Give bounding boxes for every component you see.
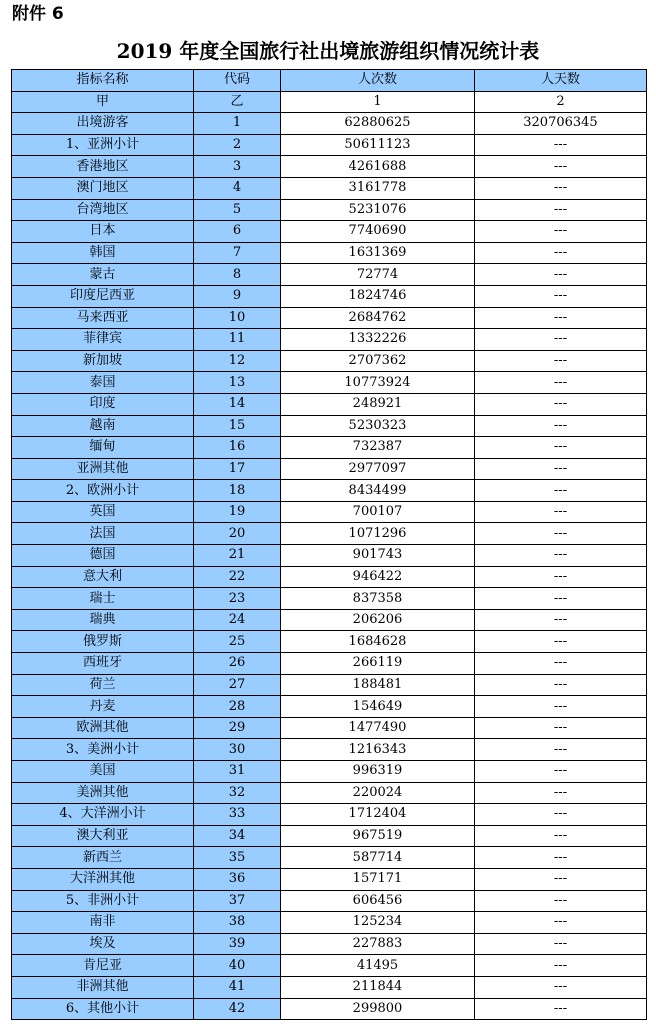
code-cell: 13: [194, 372, 281, 394]
person-days-cell: ---: [475, 156, 647, 178]
table-row: [12, 674, 647, 696]
table-row: [12, 847, 647, 869]
table-row: [12, 285, 647, 307]
table-row: [12, 307, 647, 329]
code-cell: 38: [194, 912, 281, 934]
person-times-cell: 72774: [281, 264, 475, 286]
indicator-name-cell: 欧洲其他: [12, 717, 194, 739]
person-times-cell: 901743: [281, 545, 475, 567]
indicator-name-cell: 法国: [12, 523, 194, 545]
person-days-cell: ---: [475, 912, 647, 934]
person-days-cell: ---: [475, 458, 647, 480]
indicator-name-cell: 菲律宾: [12, 329, 194, 351]
subheader-1: 1: [281, 91, 475, 113]
table-row: [12, 998, 647, 1020]
code-cell: 6: [194, 221, 281, 243]
code-cell: 30: [194, 739, 281, 761]
person-times-cell: 1216343: [281, 739, 475, 761]
header-row: [12, 70, 647, 92]
table-row: [12, 825, 647, 847]
header-code: 代码: [194, 70, 281, 92]
person-days-cell: ---: [475, 674, 647, 696]
table-row: [12, 437, 647, 459]
indicator-name-cell: 台湾地区: [12, 199, 194, 221]
indicator-name-cell: 大洋洲其他: [12, 868, 194, 890]
table-row: [12, 890, 647, 912]
person-times-cell: 227883: [281, 933, 475, 955]
indicator-name-cell: 3、美洲小计: [12, 739, 194, 761]
person-days-cell: ---: [475, 501, 647, 523]
person-days-cell: ---: [475, 955, 647, 977]
person-days-cell: ---: [475, 285, 647, 307]
person-days-cell: ---: [475, 437, 647, 459]
indicator-name-cell: 缅甸: [12, 437, 194, 459]
person-days-cell: ---: [475, 264, 647, 286]
person-days-cell: ---: [475, 825, 647, 847]
header-person-times: 人次数: [281, 70, 475, 92]
table-row: [12, 912, 647, 934]
indicator-name-cell: 澳门地区: [12, 177, 194, 199]
person-days-cell: ---: [475, 566, 647, 588]
indicator-name-cell: 俄罗斯: [12, 631, 194, 653]
person-times-cell: 1477490: [281, 717, 475, 739]
person-days-cell: ---: [475, 480, 647, 502]
indicator-name-cell: 蒙古: [12, 264, 194, 286]
code-cell: 19: [194, 501, 281, 523]
person-times-cell: 1684628: [281, 631, 475, 653]
code-cell: 32: [194, 782, 281, 804]
person-days-cell: ---: [475, 804, 647, 826]
table-row: [12, 523, 647, 545]
person-times-cell: 700107: [281, 501, 475, 523]
person-times-cell: 188481: [281, 674, 475, 696]
code-cell: 16: [194, 437, 281, 459]
person-days-cell: ---: [475, 847, 647, 869]
person-times-cell: 157171: [281, 868, 475, 890]
person-days-cell: ---: [475, 739, 647, 761]
code-cell: 8: [194, 264, 281, 286]
person-days-cell: ---: [475, 868, 647, 890]
person-days-cell: ---: [475, 350, 647, 372]
indicator-name-cell: 英国: [12, 501, 194, 523]
person-days-cell: ---: [475, 242, 647, 264]
code-cell: 14: [194, 393, 281, 415]
table-row: [12, 393, 647, 415]
subheader-jia: 甲: [12, 91, 194, 113]
subheader-2: 2: [475, 91, 647, 113]
indicator-name-cell: 印度尼西亚: [12, 285, 194, 307]
indicator-name-cell: 新西兰: [12, 847, 194, 869]
subheader-row: [12, 91, 647, 113]
code-cell: 2: [194, 134, 281, 156]
person-times-cell: 4261688: [281, 156, 475, 178]
table-row: [12, 199, 647, 221]
person-times-cell: 1712404: [281, 804, 475, 826]
code-cell: 36: [194, 868, 281, 890]
person-times-cell: 996319: [281, 761, 475, 783]
person-days-cell: ---: [475, 134, 647, 156]
code-cell: 34: [194, 825, 281, 847]
person-times-cell: 732387: [281, 437, 475, 459]
code-cell: 1: [194, 113, 281, 135]
indicator-name-cell: 西班牙: [12, 653, 194, 675]
code-cell: 29: [194, 717, 281, 739]
indicator-name-cell: 日本: [12, 221, 194, 243]
indicator-name-cell: 香港地区: [12, 156, 194, 178]
indicator-name-cell: 出境游客: [12, 113, 194, 135]
code-cell: 17: [194, 458, 281, 480]
person-times-cell: 1332226: [281, 329, 475, 351]
person-times-cell: 41495: [281, 955, 475, 977]
header-person-days: 人天数: [475, 70, 647, 92]
attachment-label: 附件 6: [12, 4, 64, 24]
person-days-cell: ---: [475, 588, 647, 610]
table-row: [12, 134, 647, 156]
code-cell: 11: [194, 329, 281, 351]
person-days-cell: ---: [475, 631, 647, 653]
code-cell: 28: [194, 696, 281, 718]
code-cell: 3: [194, 156, 281, 178]
code-cell: 22: [194, 566, 281, 588]
person-days-cell: ---: [475, 307, 647, 329]
indicator-name-cell: 韩国: [12, 242, 194, 264]
person-times-cell: 967519: [281, 825, 475, 847]
statistics-table: [11, 69, 647, 1020]
table-title: 2019 年度全国旅行社出境旅游组织情况统计表: [116, 39, 540, 63]
code-cell: 18: [194, 480, 281, 502]
person-times-cell: 2684762: [281, 307, 475, 329]
code-cell: 12: [194, 350, 281, 372]
code-cell: 35: [194, 847, 281, 869]
table-row: [12, 264, 647, 286]
person-days-cell: ---: [475, 523, 647, 545]
person-times-cell: 5230323: [281, 415, 475, 437]
person-times-cell: 266119: [281, 653, 475, 675]
table-row: [12, 480, 647, 502]
table-row: [12, 221, 647, 243]
indicator-name-cell: 德国: [12, 545, 194, 567]
code-cell: 7: [194, 242, 281, 264]
person-days-cell: ---: [475, 998, 647, 1020]
table-row: [12, 242, 647, 264]
table-row: [12, 696, 647, 718]
indicator-name-cell: 荷兰: [12, 674, 194, 696]
person-days-cell: ---: [475, 393, 647, 415]
table-row: [12, 501, 647, 523]
code-cell: 33: [194, 804, 281, 826]
person-times-cell: 299800: [281, 998, 475, 1020]
code-cell: 21: [194, 545, 281, 567]
table-row: [12, 458, 647, 480]
table-row: [12, 804, 647, 826]
person-days-cell: ---: [475, 177, 647, 199]
code-cell: 5: [194, 199, 281, 221]
indicator-name-cell: 4、大洋洲小计: [12, 804, 194, 826]
code-cell: 40: [194, 955, 281, 977]
indicator-name-cell: 6、其他小计: [12, 998, 194, 1020]
code-cell: 24: [194, 609, 281, 631]
code-cell: 42: [194, 998, 281, 1020]
table-row: [12, 717, 647, 739]
indicator-name-cell: 越南: [12, 415, 194, 437]
indicator-name-cell: 亚洲其他: [12, 458, 194, 480]
person-days-cell: ---: [475, 653, 647, 675]
code-cell: 23: [194, 588, 281, 610]
code-cell: 25: [194, 631, 281, 653]
indicator-name-cell: 5、非洲小计: [12, 890, 194, 912]
table-row: [12, 631, 647, 653]
person-days-cell: ---: [475, 415, 647, 437]
person-days-cell: ---: [475, 221, 647, 243]
indicator-name-cell: 南非: [12, 912, 194, 934]
indicator-name-cell: 2、欧洲小计: [12, 480, 194, 502]
indicator-name-cell: 埃及: [12, 933, 194, 955]
person-times-cell: 7740690: [281, 221, 475, 243]
table-row: [12, 588, 647, 610]
person-days-cell: ---: [475, 329, 647, 351]
code-cell: 31: [194, 761, 281, 783]
indicator-name-cell: 美洲其他: [12, 782, 194, 804]
code-cell: 20: [194, 523, 281, 545]
indicator-name-cell: 意大利: [12, 566, 194, 588]
table-row: [12, 566, 647, 588]
code-cell: 4: [194, 177, 281, 199]
indicator-name-cell: 瑞士: [12, 588, 194, 610]
code-cell: 27: [194, 674, 281, 696]
table-row: [12, 372, 647, 394]
person-days-cell: ---: [475, 696, 647, 718]
table-row: [12, 609, 647, 631]
person-days-cell: ---: [475, 717, 647, 739]
table-row: [12, 177, 647, 199]
indicator-name-cell: 马来西亚: [12, 307, 194, 329]
person-times-cell: 8434499: [281, 480, 475, 502]
indicator-name-cell: 瑞典: [12, 609, 194, 631]
person-days-cell: ---: [475, 372, 647, 394]
table-row: [12, 933, 647, 955]
table-row: [12, 976, 647, 998]
person-times-cell: 50611123: [281, 134, 475, 156]
indicator-name-cell: 非洲其他: [12, 976, 194, 998]
indicator-name-cell: 印度: [12, 393, 194, 415]
person-days-cell: ---: [475, 976, 647, 998]
table-row: [12, 156, 647, 178]
person-times-cell: 3161778: [281, 177, 475, 199]
indicator-name-cell: 新加坡: [12, 350, 194, 372]
person-times-cell: 211844: [281, 976, 475, 998]
person-times-cell: 2707362: [281, 350, 475, 372]
header-indicator-name: 指标名称: [12, 70, 194, 92]
person-times-cell: 10773924: [281, 372, 475, 394]
person-times-cell: 606456: [281, 890, 475, 912]
code-cell: 39: [194, 933, 281, 955]
table-row: [12, 329, 647, 351]
person-days-cell: ---: [475, 761, 647, 783]
indicator-name-cell: 美国: [12, 761, 194, 783]
subheader-yi: 乙: [194, 91, 281, 113]
person-times-cell: 587714: [281, 847, 475, 869]
person-times-cell: 125234: [281, 912, 475, 934]
table-row: [12, 782, 647, 804]
indicator-name-cell: 泰国: [12, 372, 194, 394]
person-times-cell: 5231076: [281, 199, 475, 221]
person-times-cell: 2977097: [281, 458, 475, 480]
person-times-cell: 154649: [281, 696, 475, 718]
table-row: [12, 415, 647, 437]
table-row: [12, 653, 647, 675]
indicator-name-cell: 丹麦: [12, 696, 194, 718]
person-times-cell: 248921: [281, 393, 475, 415]
person-days-cell: ---: [475, 609, 647, 631]
person-times-cell: 62880625: [281, 113, 475, 135]
code-cell: 37: [194, 890, 281, 912]
person-days-cell: ---: [475, 782, 647, 804]
code-cell: 26: [194, 653, 281, 675]
person-times-cell: 1631369: [281, 242, 475, 264]
table-row: [12, 113, 647, 135]
person-times-cell: 946422: [281, 566, 475, 588]
table-row: [12, 350, 647, 372]
indicator-name-cell: 肯尼亚: [12, 955, 194, 977]
person-days-cell: ---: [475, 890, 647, 912]
person-days-cell: ---: [475, 199, 647, 221]
person-times-cell: 220024: [281, 782, 475, 804]
table-row: [12, 868, 647, 890]
person-times-cell: 1824746: [281, 285, 475, 307]
table-row: [12, 761, 647, 783]
table-row: [12, 955, 647, 977]
person-days-cell: 320706345: [475, 113, 647, 135]
indicator-name-cell: 澳大利亚: [12, 825, 194, 847]
table-body: [12, 113, 647, 1020]
person-times-cell: 206206: [281, 609, 475, 631]
person-times-cell: 1071296: [281, 523, 475, 545]
code-cell: 10: [194, 307, 281, 329]
table-row: [12, 545, 647, 567]
code-cell: 15: [194, 415, 281, 437]
indicator-name-cell: 1、亚洲小计: [12, 134, 194, 156]
person-days-cell: ---: [475, 933, 647, 955]
code-cell: 9: [194, 285, 281, 307]
table-row: [12, 739, 647, 761]
code-cell: 41: [194, 976, 281, 998]
person-days-cell: ---: [475, 545, 647, 567]
person-times-cell: 837358: [281, 588, 475, 610]
